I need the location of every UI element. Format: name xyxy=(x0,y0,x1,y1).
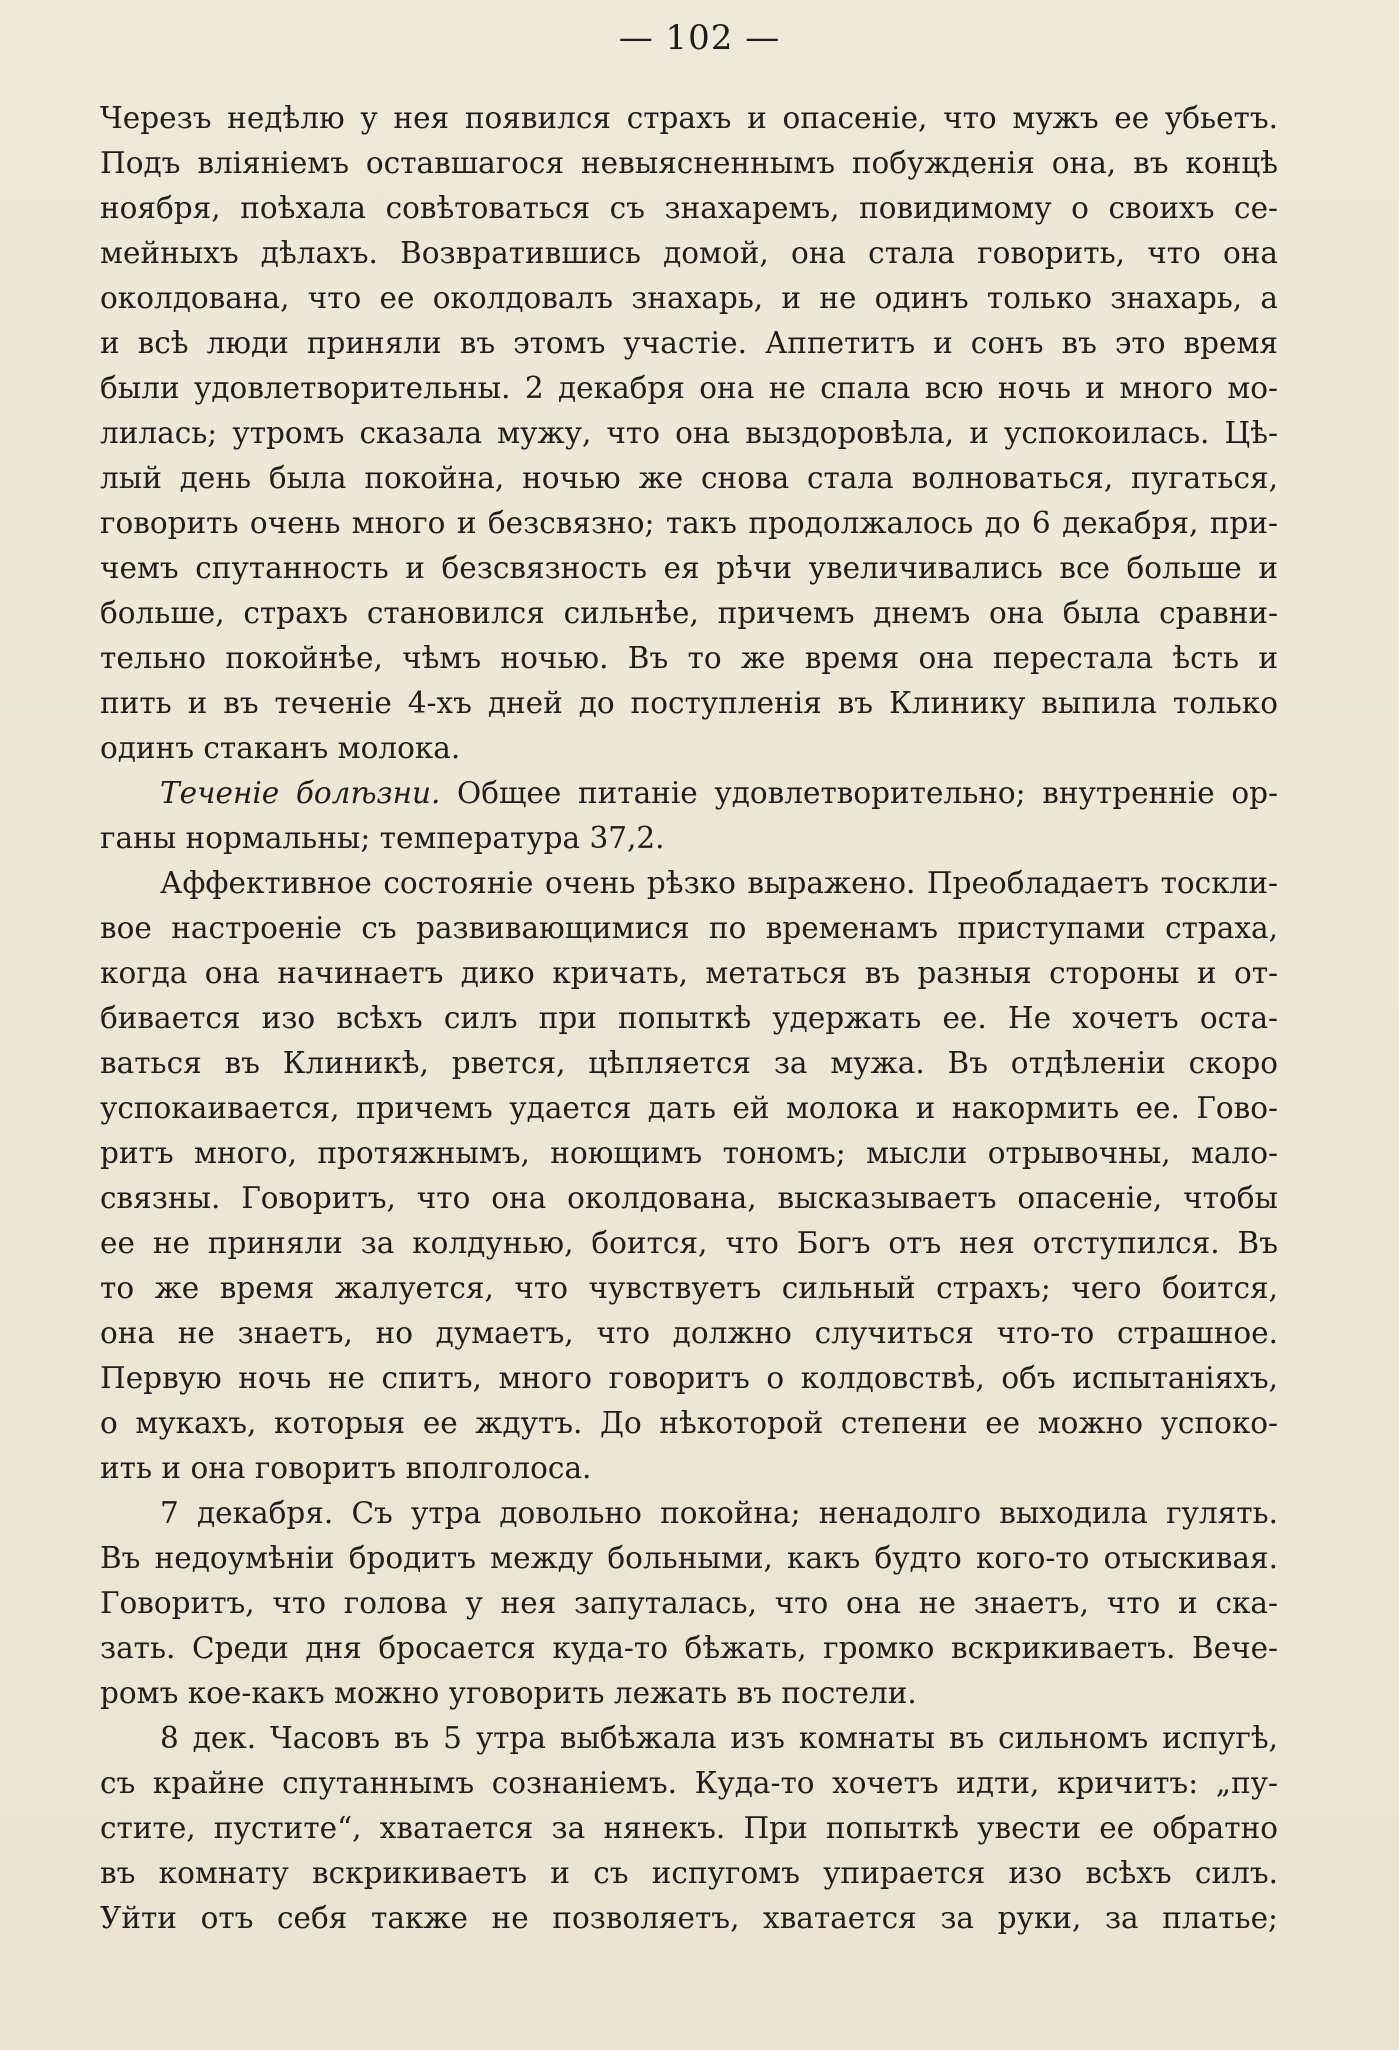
text-line: ритъ много, протяжнымъ, ноющимъ тономъ; мысли отрывочны, мало- xyxy=(100,1136,1278,1170)
text-line: связны. Говоритъ, что она околдована, высказываетъ опасеніе, чтобы xyxy=(100,1181,1278,1215)
text-line: 8 дек. Часовъ въ 5 утра выбѣжала изъ комнаты въ сильномъ испугѣ, xyxy=(160,1721,1278,1755)
text-line: ноября, поѣхала совѣтоваться съ знахаремъ, повидимому о своихъ се- xyxy=(100,191,1278,225)
text-line: и всѣ люди приняли въ этомъ участіе. Аппетитъ и сонъ въ это время xyxy=(100,326,1278,360)
body-text xyxy=(100,96,1278,1941)
text-line: Въ недоумѣніи бродитъ между больными, какъ будто кого-то отыскивая. xyxy=(100,1541,1278,1575)
text-line: чемъ спутанность и безсвязность ея рѣчи увеличивались все больше и xyxy=(100,551,1278,585)
text-line: ганы нормальны; температура 37,2. xyxy=(100,821,665,855)
text-line: тельно покойнѣе, чѣмъ ночью. Въ то же время она перестала ѣсть и xyxy=(100,641,1278,675)
paragraph xyxy=(100,861,1278,1491)
paragraph xyxy=(100,771,1278,861)
text-line: были удовлетворительны. 2 декабря она не спала всю ночь и много мо- xyxy=(100,371,1278,405)
text-line: о мукахъ, которыя ее ждутъ. До нѣкоторой степени ее можно успоко- xyxy=(100,1406,1278,1440)
text-line: мейныхъ дѣлахъ. Возвратившись домой, она стала говорить, что она xyxy=(100,236,1278,270)
text-line: лый день была покойна, ночью же снова стала волноваться, пугаться, xyxy=(100,461,1278,495)
text-run: Общее питаніе удовлетворительно; внутренніе ор- xyxy=(440,776,1278,810)
paragraph xyxy=(100,96,1278,771)
text-line: она не знаетъ, но думаетъ, что должно случиться что-то страшное. xyxy=(100,1316,1278,1350)
text-line: Аффективное состояніе очень рѣзко выражено. Преобладаетъ тоскли- xyxy=(160,866,1278,900)
text-line: съ крайне спутаннымъ сознаніемъ. Куда-то хочетъ идти, кричитъ: „пу- xyxy=(100,1766,1278,1800)
text-line: Уйти отъ себя также не позволяетъ, хватается за руки, за платье; xyxy=(100,1901,1278,1935)
paragraph xyxy=(100,1716,1278,1941)
text-line: Первую ночь не спитъ, много говоритъ о колдовствѣ, объ испытаніяхъ, xyxy=(100,1361,1278,1395)
text-line: пить и въ теченіе 4-хъ дней до поступленія въ Клинику выпила только xyxy=(100,686,1278,720)
text-line: ромъ кое-какъ можно уговорить лежать въ постели. xyxy=(100,1676,917,1710)
page-number: — 102 — xyxy=(618,18,781,58)
text-line: Подъ вліяніемъ оставшагося невыясненнымъ побужденія она, въ концѣ xyxy=(100,146,1278,180)
text-line: лилась; утромъ сказала мужу, что она выздоровѣла, и успокоилась. Цѣ- xyxy=(100,416,1278,450)
text-line: больше, страхъ становился сильнѣе, причемъ днемъ она была сравни- xyxy=(100,596,1278,630)
text-line: 7 декабря. Съ утра довольно покойна; ненадолго выходила гулять. xyxy=(160,1496,1278,1530)
text-line: успокаивается, причемъ удается дать ей молока и накормить ее. Гово- xyxy=(100,1091,1278,1125)
section-heading: Теченіе болѣзни. xyxy=(160,776,441,810)
text-line: ее не приняли за колдунью, боится, что Богъ отъ нея отступился. Въ xyxy=(100,1226,1278,1260)
paragraph xyxy=(100,1491,1278,1716)
text-line: околдована, что ее околдовалъ знахарь, и не одинъ только знахарь, а xyxy=(100,281,1278,315)
text-line: зать. Среди дня бросается куда-то бѣжать, громко вскрикиваетъ. Вече- xyxy=(100,1631,1278,1665)
text-line: Черезъ недѣлю у нея появился страхъ и опасеніе, что мужъ ее убьетъ. xyxy=(100,101,1278,135)
text-line xyxy=(100,771,1278,816)
text-line: говорить очень много и безсвязно; такъ продолжалось до 6 декабря, при- xyxy=(100,506,1278,540)
text-line: ваться въ Клиникѣ, рвется, цѣпляется за мужа. Въ отдѣленіи скоро xyxy=(100,1046,1278,1080)
text-line: вое настроеніе съ развивающимися по временамъ приступами страха, xyxy=(100,911,1278,945)
text-line: когда она начинаетъ дико кричать, метаться въ разныя стороны и от- xyxy=(100,956,1278,990)
text-line: ить и она говоритъ вполголоса. xyxy=(100,1451,592,1485)
text-line: Говоритъ, что голова у нея запуталась, что она не знаетъ, что и ска- xyxy=(100,1586,1278,1620)
text-line: одинъ стаканъ молока. xyxy=(100,731,461,765)
text-line: стите, пустите“, хватается за нянекъ. При попыткѣ увести ее обратно xyxy=(100,1811,1278,1845)
text-line: то же время жалуется, что чувствуетъ сильный страхъ; чего боится, xyxy=(100,1271,1278,1305)
text-line: въ комнату вскрикиваетъ и съ испугомъ упирается изо всѣхъ силъ. xyxy=(100,1856,1278,1890)
text-line: биваетcя изо всѣхъ силъ при попыткѣ удержать ее. Не хочетъ оста- xyxy=(100,1001,1278,1035)
